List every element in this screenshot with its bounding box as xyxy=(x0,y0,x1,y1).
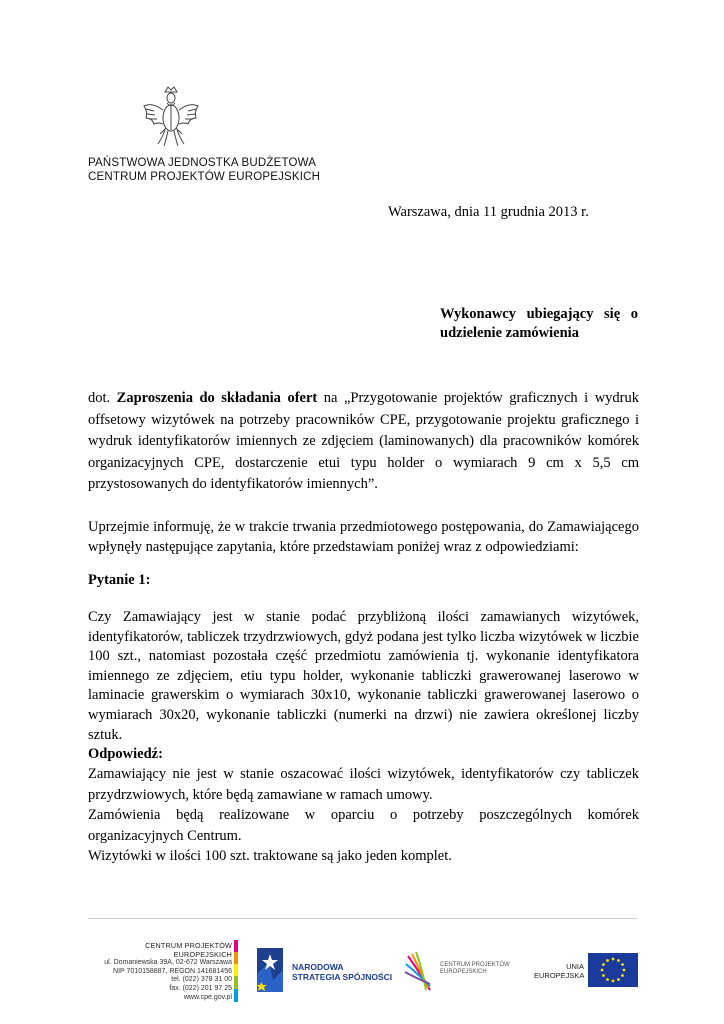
subject-bold: Zaproszenia do składania ofert xyxy=(116,390,318,406)
footer-ids: NIP 7010158887, REGON 141681456 xyxy=(113,967,232,975)
question-body: Czy Zamawiający jest w stanie podać przybliżoną ilości zamawianych wizytówek, identyfikatorów, tabliczek trzydrzwiowych, gdyż podana jest tylko liczba wizytówek w liczbie 100 szt., natomiast pozostała część przedmiotu zamówienia tj. wykonanie identyfikatora imiennego ze zdjęciem, etiu typu holder, wykonanie tabliczki grawerowanej laserowo w laminacie grawerskim o wymiarach 30x10, wykonanie tabliczki grawerowanej laserowo o wymiarach 30x20, wykonanie tabliczki (numerki na drzwi) nie zawiera określonej liczby sztuk. xyxy=(88,609,639,743)
subject-prefix: dot. xyxy=(88,390,117,406)
document-date: Warszawa, dnia 11 grudnia 2013 r. xyxy=(388,204,589,220)
eu-line-1: UNIA xyxy=(566,962,584,971)
eu-star-icon xyxy=(617,978,620,981)
eu-star-icon xyxy=(606,978,609,981)
color-bar-icon xyxy=(234,940,238,1002)
eu-star-icon xyxy=(606,959,609,962)
nss-line-2: STRATEGIA SPÓJNOŚCI xyxy=(292,972,393,982)
footer-street: ul. Domaniewska 39A, 02-672 Warszawa xyxy=(104,959,232,967)
eu-star-icon xyxy=(617,959,620,962)
nss-line-1: NARODOWA xyxy=(292,962,344,972)
answer-paragraph-2: Zamówienia będą realizowane w oparciu o potrzeby poszczególnych komórek organizacyjnych Centrum. xyxy=(88,807,639,844)
nss-logo-text xyxy=(292,962,392,982)
question-title: Pytanie 1: xyxy=(88,572,151,588)
footer-tel: tel. (022) 378 31 00 xyxy=(171,976,232,984)
eu-text xyxy=(534,962,584,980)
footer-org-name: CENTRUM PROJEKTÓW EUROPEJSKICH xyxy=(145,941,232,959)
intro-paragraph xyxy=(88,517,639,557)
eu-flag-icon xyxy=(588,953,638,987)
nss-logo-icon xyxy=(255,944,285,996)
footer-address xyxy=(86,942,232,1002)
eu-star-icon xyxy=(602,963,605,966)
eu-star-icon xyxy=(623,969,626,972)
cpe-logo-icon xyxy=(404,950,434,992)
subject-rest: na „Przygotowanie projektów graficznych i wydruk offsetowy wizytówek na potrzeby pracowników CPE, przygotowanie projektu graficznego i wydruk identyfikatorów imiennych ze zdjęciem (laminowanych) dla pracowników komórek organizacyjnych CPE, dostarczenie etui typu holder o wymiarach 9 cm x 5,5 cm przystosowanych do identyfikatorów imiennych”. xyxy=(88,390,639,493)
footer-fax: fax. (022) 201 97 25 xyxy=(169,984,232,992)
eagle-emblem-icon xyxy=(140,84,202,150)
eu-star-icon xyxy=(602,974,605,977)
answer-text xyxy=(88,764,639,867)
eu-star-icon xyxy=(601,969,604,972)
recipient-line-2: udzielenie zamówienia xyxy=(440,325,579,341)
intro-text: Uprzejmie informuję, że w trakcie trwania przedmiotowego postępowania, do Zamawiającego wpłynęły następujące zapytania, które przedstawiam poniżej wraz z odpowiedziami: xyxy=(88,519,639,555)
answer-paragraph-3: Wizytówki w ilości 100 szt. traktowane są jako jeden komplet. xyxy=(88,848,452,864)
eu-star-icon xyxy=(612,958,615,961)
footer-divider xyxy=(88,918,637,919)
organization-name xyxy=(88,156,320,184)
answer-title: Odpowiedź: xyxy=(88,746,163,762)
eu-star-icon xyxy=(621,963,624,966)
footer-www: www.cpe.gov.pl xyxy=(183,993,232,1001)
eu-line-2: EUROPEJSKA xyxy=(534,971,585,980)
eu-star-icon xyxy=(612,980,615,983)
subject-paragraph xyxy=(88,388,639,496)
cpe-line-1: CENTRUM PROJEKTÓW xyxy=(440,962,510,968)
eu-star-icon xyxy=(621,974,624,977)
cpe-logo-text xyxy=(440,962,510,977)
recipient-line-1: Wykonawcy ubiegający się o xyxy=(440,306,638,322)
org-line-1: PAŃSTWOWA JEDNOSTKA BUDŻETOWA xyxy=(88,157,317,169)
org-line-2: CENTRUM PROJEKTÓW EUROPEJSKICH xyxy=(88,171,321,183)
cpe-line-2: EUROPEJSKICH xyxy=(440,969,487,976)
question-text xyxy=(88,608,639,745)
answer-paragraph-1: Zamawiający nie jest w stanie oszacować ilości wizytówek, identyfikatorów czy tabliczek przydrzwiowych, które będą zamawiane w ramach umowy. xyxy=(88,766,639,803)
recipient-block xyxy=(440,305,638,343)
